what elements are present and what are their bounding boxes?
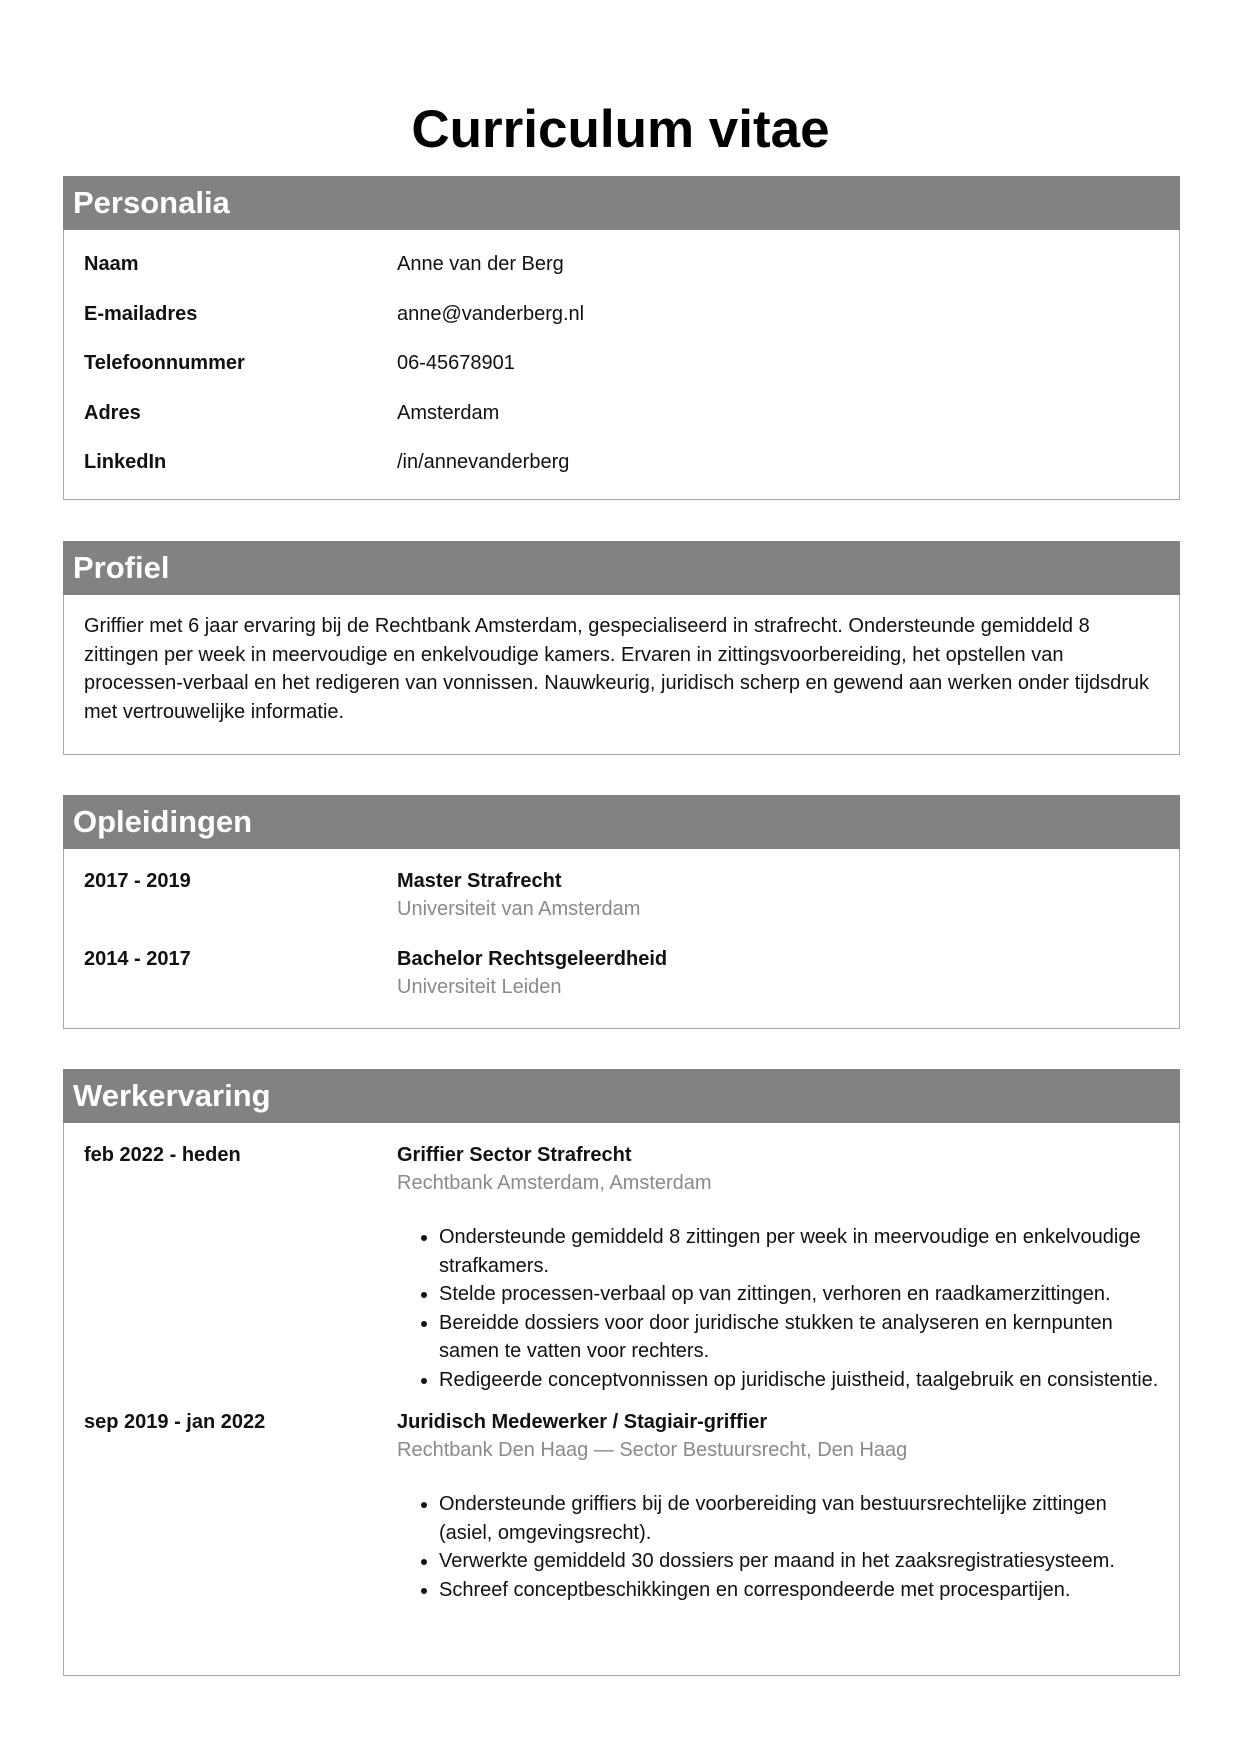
section-opleidingen [63,795,1180,1029]
education-degree: Bachelor Rechtsgeleerdheid [397,948,668,970]
field-label: E-mailadres [84,302,198,325]
section-heading-personalia: Personalia [63,176,1180,230]
section-personalia [63,176,1180,500]
education-institution: Universiteit van Amsterdam [397,898,641,920]
work-title: Juridisch Medewerker / Stagiair-griffier [397,1411,768,1433]
work-employer: Rechtbank Amsterdam, Amsterdam [397,1172,712,1194]
education-degree: Master Strafrecht [397,870,562,892]
personalia-row-linkedin [84,450,1159,500]
profile-summary: Griffier met 6 jaar ervaring bij de Rechtbank Amsterdam, gespecialiseerd in strafrecht. Ondersteunde gemiddeld 8 zittingen per week in meervoudige en enkelvoudige kamers. Ervaren in zittingsvoorbereiding, het opstellen van processen-verbaal en het redigeren van vonnissen. Nauwkeurig, juridisch scherp en gewend aan werken onder tijdsdruk met vertrouwelijke informatie. [84,615,1150,723]
field-label: Adres [84,401,141,424]
section-heading-opleidingen: Opleidingen [63,795,1180,849]
field-value: Amsterdam [397,401,500,424]
field-label: LinkedIn [84,451,167,473]
work-bullets [397,1490,1159,1604]
field-value: /in/annevanderberg [397,451,570,473]
work-bullet: • Stelde processen-verbaal op van zittingen, verhoren en raadkamerzittingen. [439,1280,1159,1309]
field-label: Naam [84,253,139,275]
work-bullet: • Verwerkte gemiddeld 30 dossiers per maand in het zaaksregistratiesysteem. [439,1547,1159,1576]
work-item [84,1141,1159,1394]
page-title: Curriculum vitae [411,99,830,159]
section-profiel [63,541,1180,755]
work-bullets [397,1223,1159,1394]
education-period: 2017 - 2019 [84,870,191,892]
personalia-row-phone [84,351,1159,401]
work-bullet: • Bereidde dossiers voor door juridische stukken te analyseren en kernpunten samen te vatten voor rechters. [439,1309,1159,1366]
work-bullet: • Ondersteunde griffiers bij de voorbereiding van bestuursrechtelijke zittingen (asiel, omgevingsrecht). [439,1490,1159,1547]
work-title: Griffier Sector Strafrecht [397,1144,632,1166]
personalia-row-name [84,252,1159,302]
field-value: Anne van der Berg [397,253,564,275]
education-item [84,867,1159,923]
personalia-row-email [84,302,1159,352]
education-item [84,945,1159,1001]
field-value: anne@vanderberg.nl [397,302,585,325]
education-institution: Universiteit Leiden [397,976,562,998]
field-label: Telefoonnummer [84,352,245,374]
work-employer: Rechtbank Den Haag — Sector Bestuursrecht, Den Haag [397,1439,908,1461]
work-bullet: • Redigeerde conceptvonnissen op juridische juistheid, taalgebruik en consistentie. [439,1366,1159,1395]
work-bullet: • Ondersteunde gemiddeld 8 zittingen per week in meervoudige en enkelvoudige strafkamers. [439,1223,1159,1280]
section-werkervaring [63,1069,1180,1676]
work-period: sep 2019 - jan 2022 [84,1411,266,1433]
work-item [84,1408,1159,1604]
work-period: feb 2022 - heden [84,1144,241,1166]
education-period: 2014 - 2017 [84,948,191,970]
personalia-row-address [84,401,1159,451]
section-heading-profiel: Profiel [63,541,1180,595]
work-bullet: • Schreef conceptbeschikkingen en correspondeerde met procespartijen. [439,1576,1159,1605]
field-value: 06-45678901 [397,352,515,374]
section-heading-werkervaring: Werkervaring [63,1069,1180,1123]
